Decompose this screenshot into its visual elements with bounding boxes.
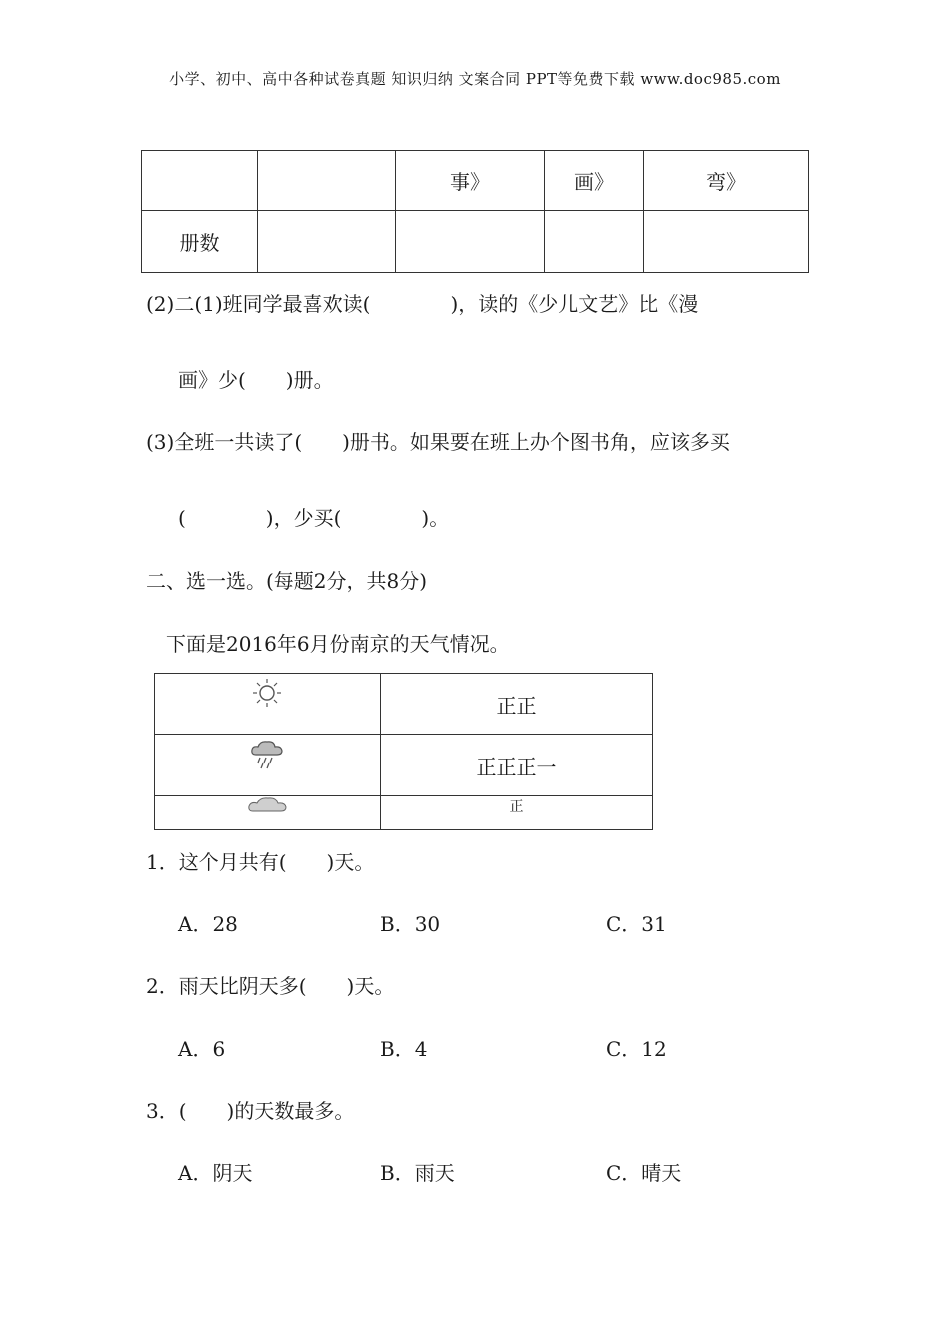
weather-icon-cell <box>155 796 381 830</box>
weather-table <box>154 673 653 830</box>
table-cell <box>142 151 258 211</box>
weather-row <box>155 796 653 830</box>
table-cell <box>545 211 644 273</box>
tally-cell: 正正正一 <box>381 735 653 796</box>
question-1-option-c[interactable]: C．31 <box>606 912 667 936</box>
table-row <box>142 211 809 273</box>
section-intro: 下面是2016年6月份南京的天气情况。 <box>166 632 510 656</box>
table-cell <box>396 211 545 273</box>
question-3-line1: (3)全班一共读了( )册书。如果要在班上办个图书角，应该多买 <box>146 430 730 454</box>
question-3-stem: 3．( )的天数最多。 <box>146 1099 355 1123</box>
book-count-table <box>141 150 809 273</box>
question-2-option-c[interactable]: C．12 <box>606 1037 667 1061</box>
weather-row <box>155 674 653 735</box>
question-2-line1: (2)二(1)班同学最喜欢读( )，读的《少儿文艺》比《漫 <box>146 292 699 316</box>
table-cell: 画》 <box>545 151 644 211</box>
weather-row <box>155 735 653 796</box>
question-2-option-a[interactable]: A．6 <box>178 1037 226 1061</box>
question-3-option-c[interactable]: C．晴天 <box>606 1161 682 1185</box>
question-2-option-b[interactable]: B．4 <box>380 1037 428 1061</box>
table-cell <box>258 211 396 273</box>
question-3-option-a[interactable]: A．阴天 <box>178 1161 253 1185</box>
table-cell <box>644 211 809 273</box>
cloudy-icon <box>247 795 289 815</box>
section-title: 二、选一选。(每题2分，共8分) <box>146 569 428 593</box>
table-header-row <box>142 151 809 211</box>
question-3-option-b[interactable]: B．雨天 <box>380 1161 455 1185</box>
table-cell: 事》 <box>396 151 545 211</box>
question-2-stem: 2．雨天比阴天多( )天。 <box>146 974 395 998</box>
sunny-icon <box>247 678 287 708</box>
tally-cell: 正 <box>381 796 653 830</box>
question-1-stem: 1．这个月共有( )天。 <box>146 850 375 874</box>
tally-cell: 正正 <box>381 674 653 735</box>
site-header: 小学、初中、高中各种试卷真题 知识归纳 文案合同 PPT等免费下载 www.doc985.com <box>169 70 781 88</box>
rain-icon <box>247 737 287 769</box>
weather-icon-cell <box>155 674 381 735</box>
question-3-line2: ( )，少买( )。 <box>178 506 450 530</box>
row-label: 册数 <box>142 211 258 273</box>
table-cell: 弯》 <box>644 151 809 211</box>
question-1-option-a[interactable]: A．28 <box>178 912 238 936</box>
question-2-line2: 画》少( )册。 <box>178 368 334 392</box>
weather-icon-cell <box>155 735 381 796</box>
table-cell <box>258 151 396 211</box>
question-1-option-b[interactable]: B．30 <box>380 912 441 936</box>
